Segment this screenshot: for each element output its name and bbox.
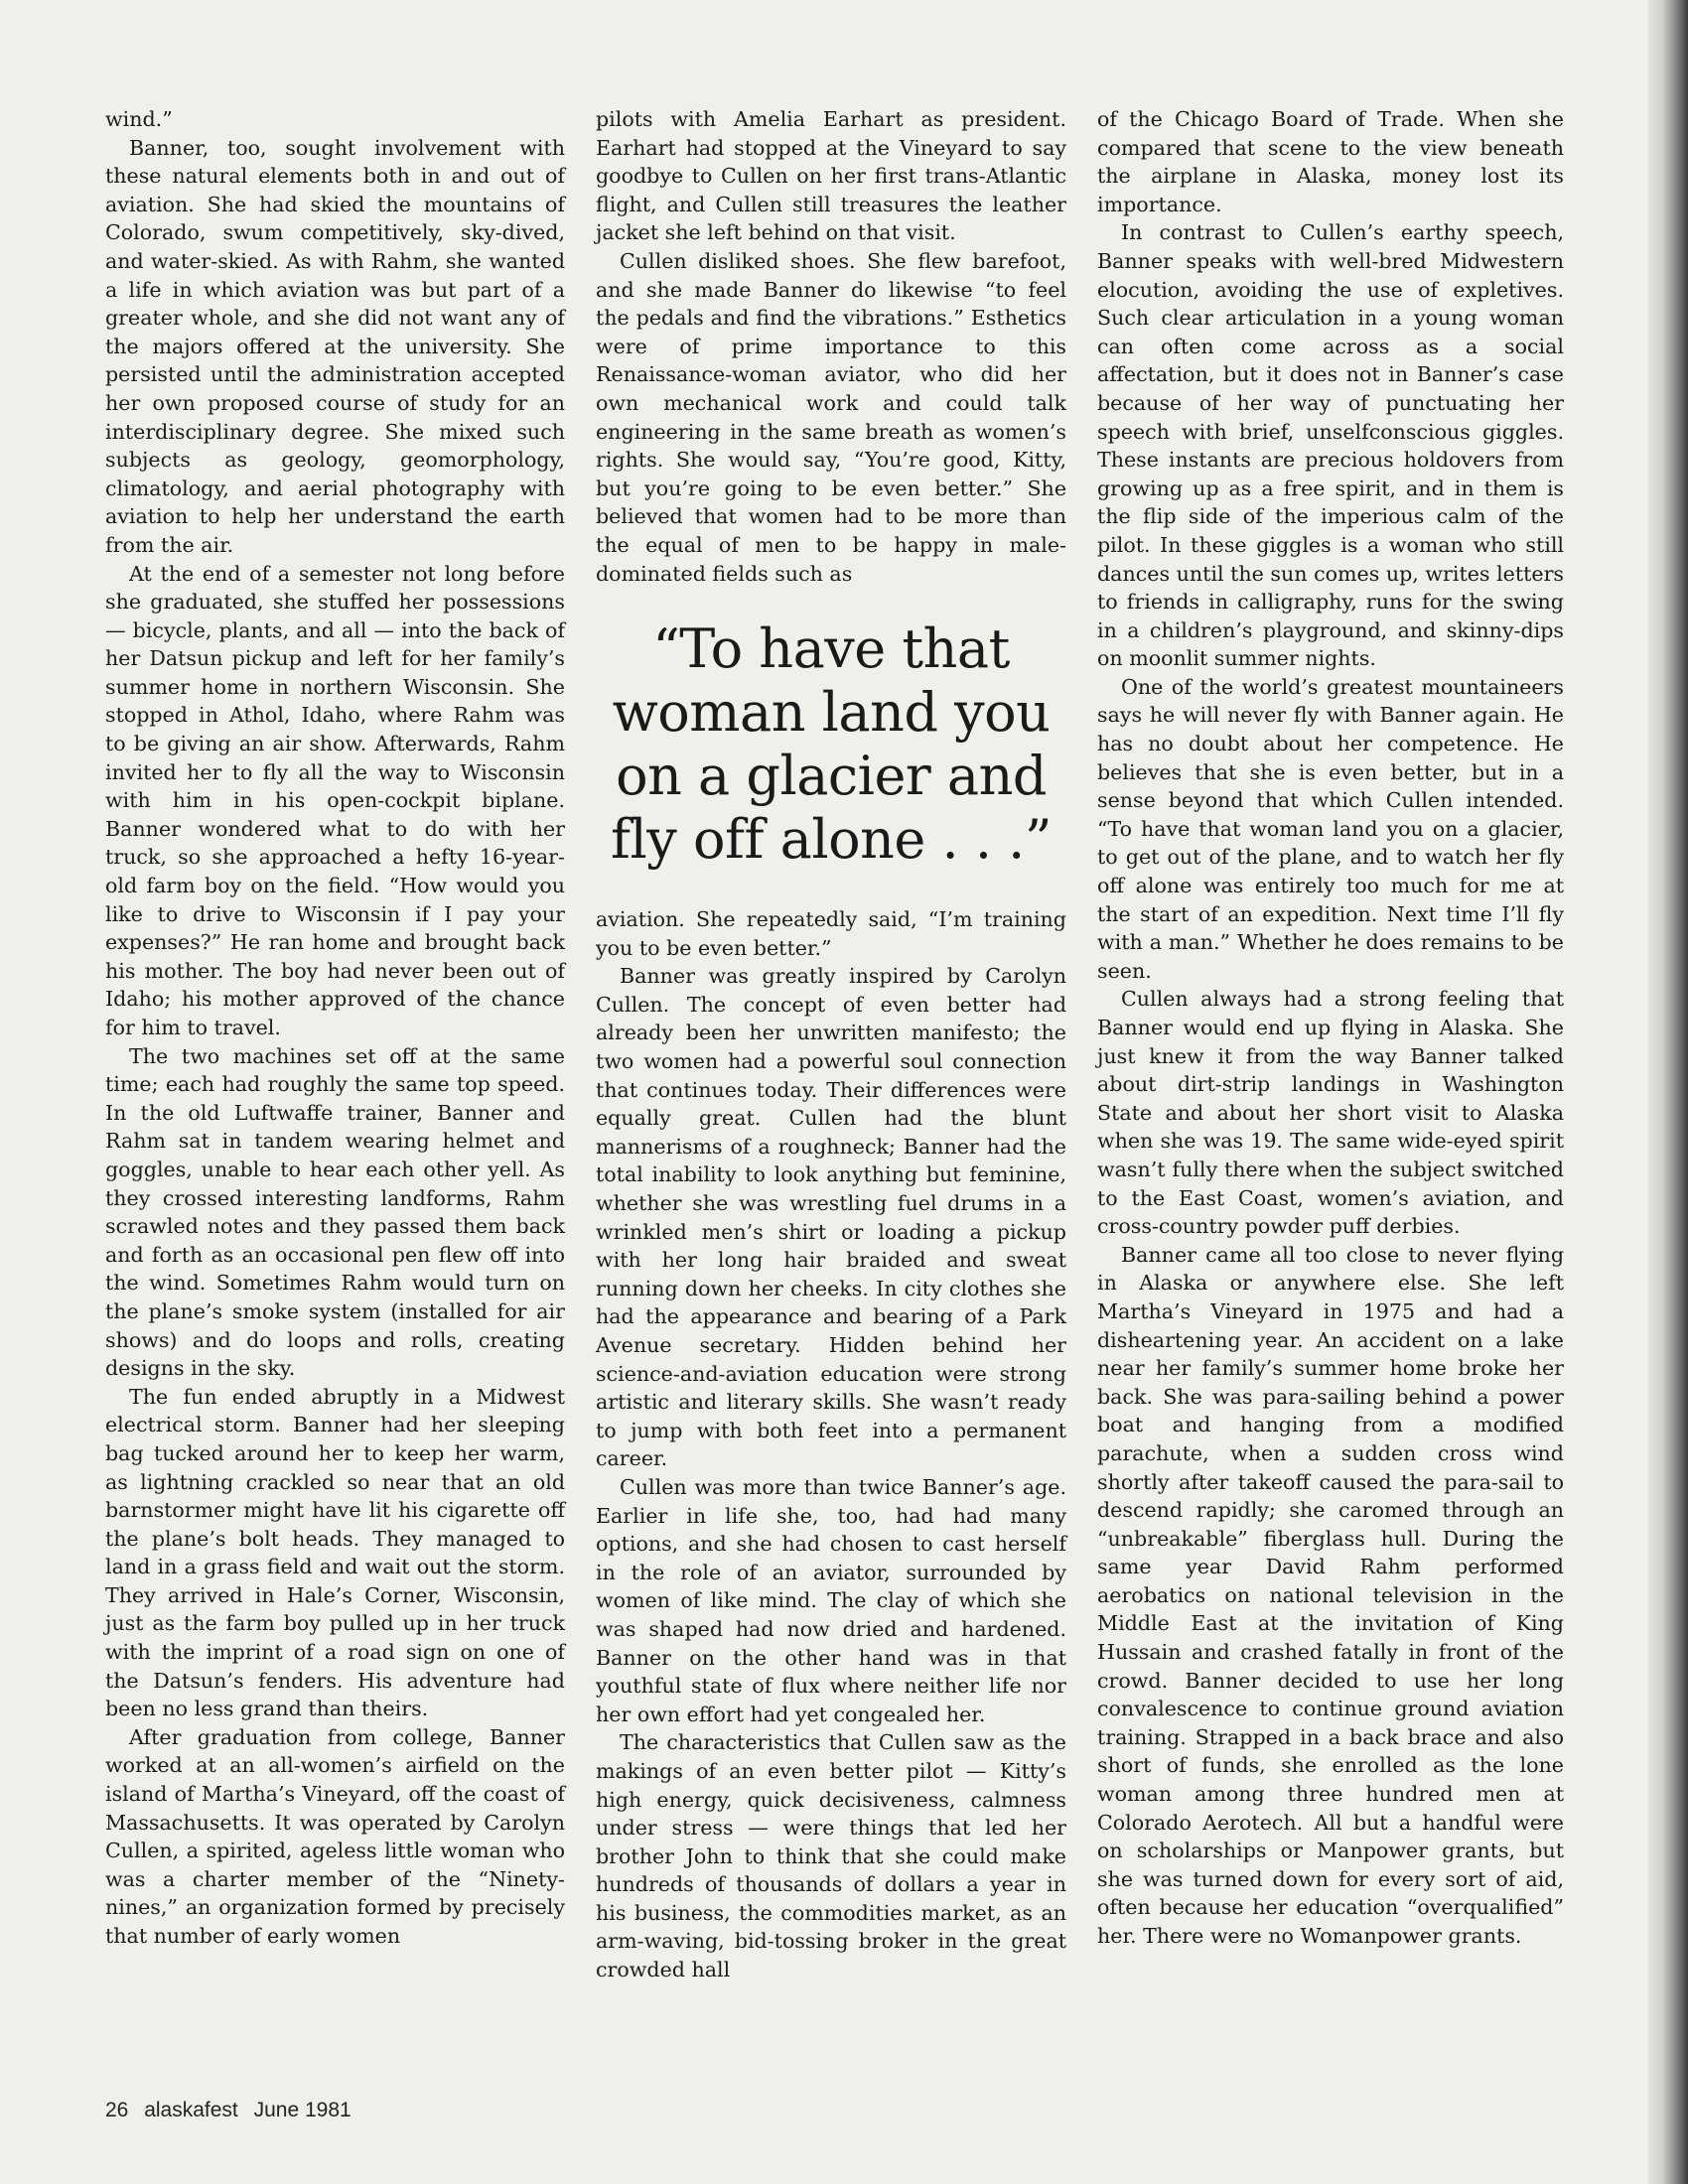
paragraph: After graduation from college, Banner worked at an all-women’s airfield on the island of Martha’s Vineyard, off the coast of Massachusetts. It was operated by Carolyn Cullen, a spirited, ageless little woman who was a charter member of the “Ninety-nines,” an organization formed by precisely that number of early women [105, 1724, 565, 1948]
paragraph: Cullen always had a strong feeling that Banner would end up flying in Alaska. She just knew it from the way Banner talked about dirt-strip landings in Washington State and about her short visit to Alaska when she was 19. The same wide-eyed spirit wasn’t fully there when the subject switched to the East Coast, women’s aviation, and cross-country powder puff derbies. [1097, 987, 1564, 1239]
column-3 [1097, 105, 1564, 1951]
pull-quote-line: fly off alone . . .” [611, 808, 1052, 872]
page-footer [105, 2099, 361, 2122]
paragraph: Banner was greatly inspired by Carolyn Cullen. The concept of even better had already been her unwritten manifesto; the two women had a powerful soul connection that continues today. Their differences were equally great. Cullen had the blunt mannerisms of a roughneck; Banner had the total inability to look anything but feminine, whether she was wrestling fuel drums in a wrinkled men’s shirt or loading a pickup with her long hair braided and sweat running down her cheeks. In city clothes she had the appearance and bearing of a Park Avenue secretary. Hidden behind her science-and-aviation education were strong artistic and literary skills. She wasn’t ready to jump with both feet into a permanent career. [596, 964, 1066, 1471]
column-1 [105, 105, 565, 1951]
pull-quote [596, 617, 1066, 872]
paragraph: pilots with Amelia Earhart as president. Earhart had stopped at the Vineyard to say goodbye to Cullen on her first trans-Atlantic flight, and Cullen still treasures the leather jacket she left behind on that visit. [596, 107, 1066, 245]
magazine-name: alaskafest [144, 2099, 238, 2121]
paragraph: Cullen disliked shoes. She flew barefoot, and she made Banner do likewise “to feel the pedals and find the vibrations.” Esthetics were of prime importance to this Renaissance-woman aviator, who did her own mechanical work and could talk engineering in the same breath as women’s rights. She would say, “You’re good, Kitty, but you’re going to be even better.” She believed that women had to be more than the equal of men to be happy in male-dominated fields such as [596, 248, 1066, 586]
paragraph: In contrast to Cullen’s earthy speech, Banner speaks with well-bred Midwestern elocution, avoiding the use of expletives. Such clear articulation in a young woman can often come across as a social affectation, but it does not in Banner’s case because of her way of punctuating her speech with brief, unselfconscious giggles. These instants are precious holdovers from growing up as a free spirit, and in them is the flip side of the imperious calm of the pilot. In these giggles is a woman who still dances until the sun comes up, writes letters to friends in calligraphy, runs for the swing in a children’s playground, and skinny-dips on moonlit summer nights. [1097, 220, 1564, 671]
paragraph: of the Chicago Board of Trade. When she compared that scene to the view beneath the airplane in Alaska, money lost its importance. [1097, 107, 1564, 216]
paragraph: Banner, too, sought involvement with these natural elements both in and out of aviation. She had skied the mountains of Colorado, swum competitively, sky-dived, and water-skied. As with Rahm, she wanted a life in which aviation was but part of a greater whole, and she did not want any of the majors offered at the university. She persisted until the administration accepted her own proposed course of study for an interdisciplinary degree. She mixed such subjects as geology, geomorphology, climatology, and aerial photography with aviation to help her understand the earth from the air. [105, 135, 565, 557]
paragraph: One of the world’s greatest mountaineers says he will never fly with Banner again. He has no doubt about her competence. He believes that she is even better, but in a sense beyond that which Cullen intended. “To have that woman land you on a glacier, to get out of the plane, and to watch her fly off alone was entirely too much for me at the start of an expedition. Next time I’ll fly with a man.” Whether he does remains to be seen. [1097, 674, 1564, 983]
issue-date: June 1981 [253, 2099, 352, 2121]
paragraph: The characteristics that Cullen saw as the makings of an even better pilot — Kitty’s high energy, quick decisiveness, calmness under stress — were things that led her brother John to think that she could make hundreds of thousands of dollars a year in his business, the commodities market, as an arm-waving, bid-tossing broker in the great crowded hall [596, 1730, 1066, 1982]
pull-quote-line: woman land you [612, 681, 1051, 745]
pull-quote-line: “To have that [652, 617, 1010, 681]
column-2 [596, 105, 1066, 1984]
pull-quote-line: on a glacier and [616, 745, 1047, 808]
paragraph: At the end of a semester not long before she graduated, she stuffed her possessions — bicycle, plants, and all — into the back of her Datsun pickup and left for her family’s summer home in northern Wisconsin. She stopped in Athol, Idaho, where Rahm was to be giving an air show. Afterwards, Rahm invited her to fly all the way to Wisconsin with him in his open-cockpit biplane. Banner wondered what to do with her truck, so she approached a hefty 16-year-old farm boy on the field. “How would you like to drive to Wisconsin if I pay your expenses?” He ran home and brought back his mother. The boy had never been out of Idaho; his mother approved of the chance for him to travel. [105, 561, 565, 1039]
paragraph: The fun ended abruptly in a Midwest electrical storm. Banner had her sleeping bag tucked around her to keep her warm, as lightning crackled so near that an old barnstormer might have lit his cigarette off the plane’s bolt heads. They managed to land in a grass field and wait out the storm. They arrived in Hale’s Corner, Wisconsin, just as the farm boy pulled up in her truck with the imprint of a road sign on one of the Datsun’s fenders. His adventure had been no less grand than theirs. [105, 1384, 565, 1721]
paragraph: wind.” [105, 107, 173, 131]
binding-spine [1648, 0, 1688, 2184]
paragraph: Banner came all too close to never flying in Alaska or anywhere else. She left Martha’s Vineyard in 1975 and had a disheartening year. An accident on a lake near her family’s summer home broke her back. She was para-sailing behind a power boat and hanging from a modified parachute, when a sudden cross wind shortly after takeoff caused the para-sail to descend rapidly; she caromed through an “unbreakable” fiberglass hull. During the same year David Rahm performed aerobatics on national television in the Middle East at the invitation of King Hussain and crashed fatally in front of the crowd. Banner decided to use her long convalescence to continue ground aviation training. Strapped in a back brace and also short of funds, she enrolled as the lone woman among three hundred men at Colorado Aerotech. All but a handful were on scholarships or Manpower grants, but she was turned down for every sort of aid, often because her education “overqualified” her. There were no Womanpower grants. [1097, 1242, 1564, 1948]
paragraph: aviation. She repeatedly said, “I’m training you to be even better.” [596, 907, 1066, 960]
paragraph: Cullen was more than twice Banner’s age. Earlier in life she, too, had had many options, and she had chosen to cast herself in the role of an aviator, surrounded by women of like mind. The clay of which she was shaped had now dried and hardened. Banner on the other hand was in that youthful state of flux where neither life nor her own effort had yet congealed her. [596, 1474, 1066, 1726]
paragraph: The two machines set off at the same time; each had roughly the same top speed. In the old Luftwaffe trainer, Banner and Rahm sat in tandem wearing helmet and goggles, unable to hear each other yell. As they crossed interesting landforms, Rahm scrawled notes and they passed them back and forth as an occasional pen flew off into the wind. Sometimes Rahm would turn on the plane’s smoke system (installed for air shows) and do loops and rolls, creating designs in the sky. [105, 1043, 565, 1381]
page-number: 26 [105, 2099, 129, 2121]
